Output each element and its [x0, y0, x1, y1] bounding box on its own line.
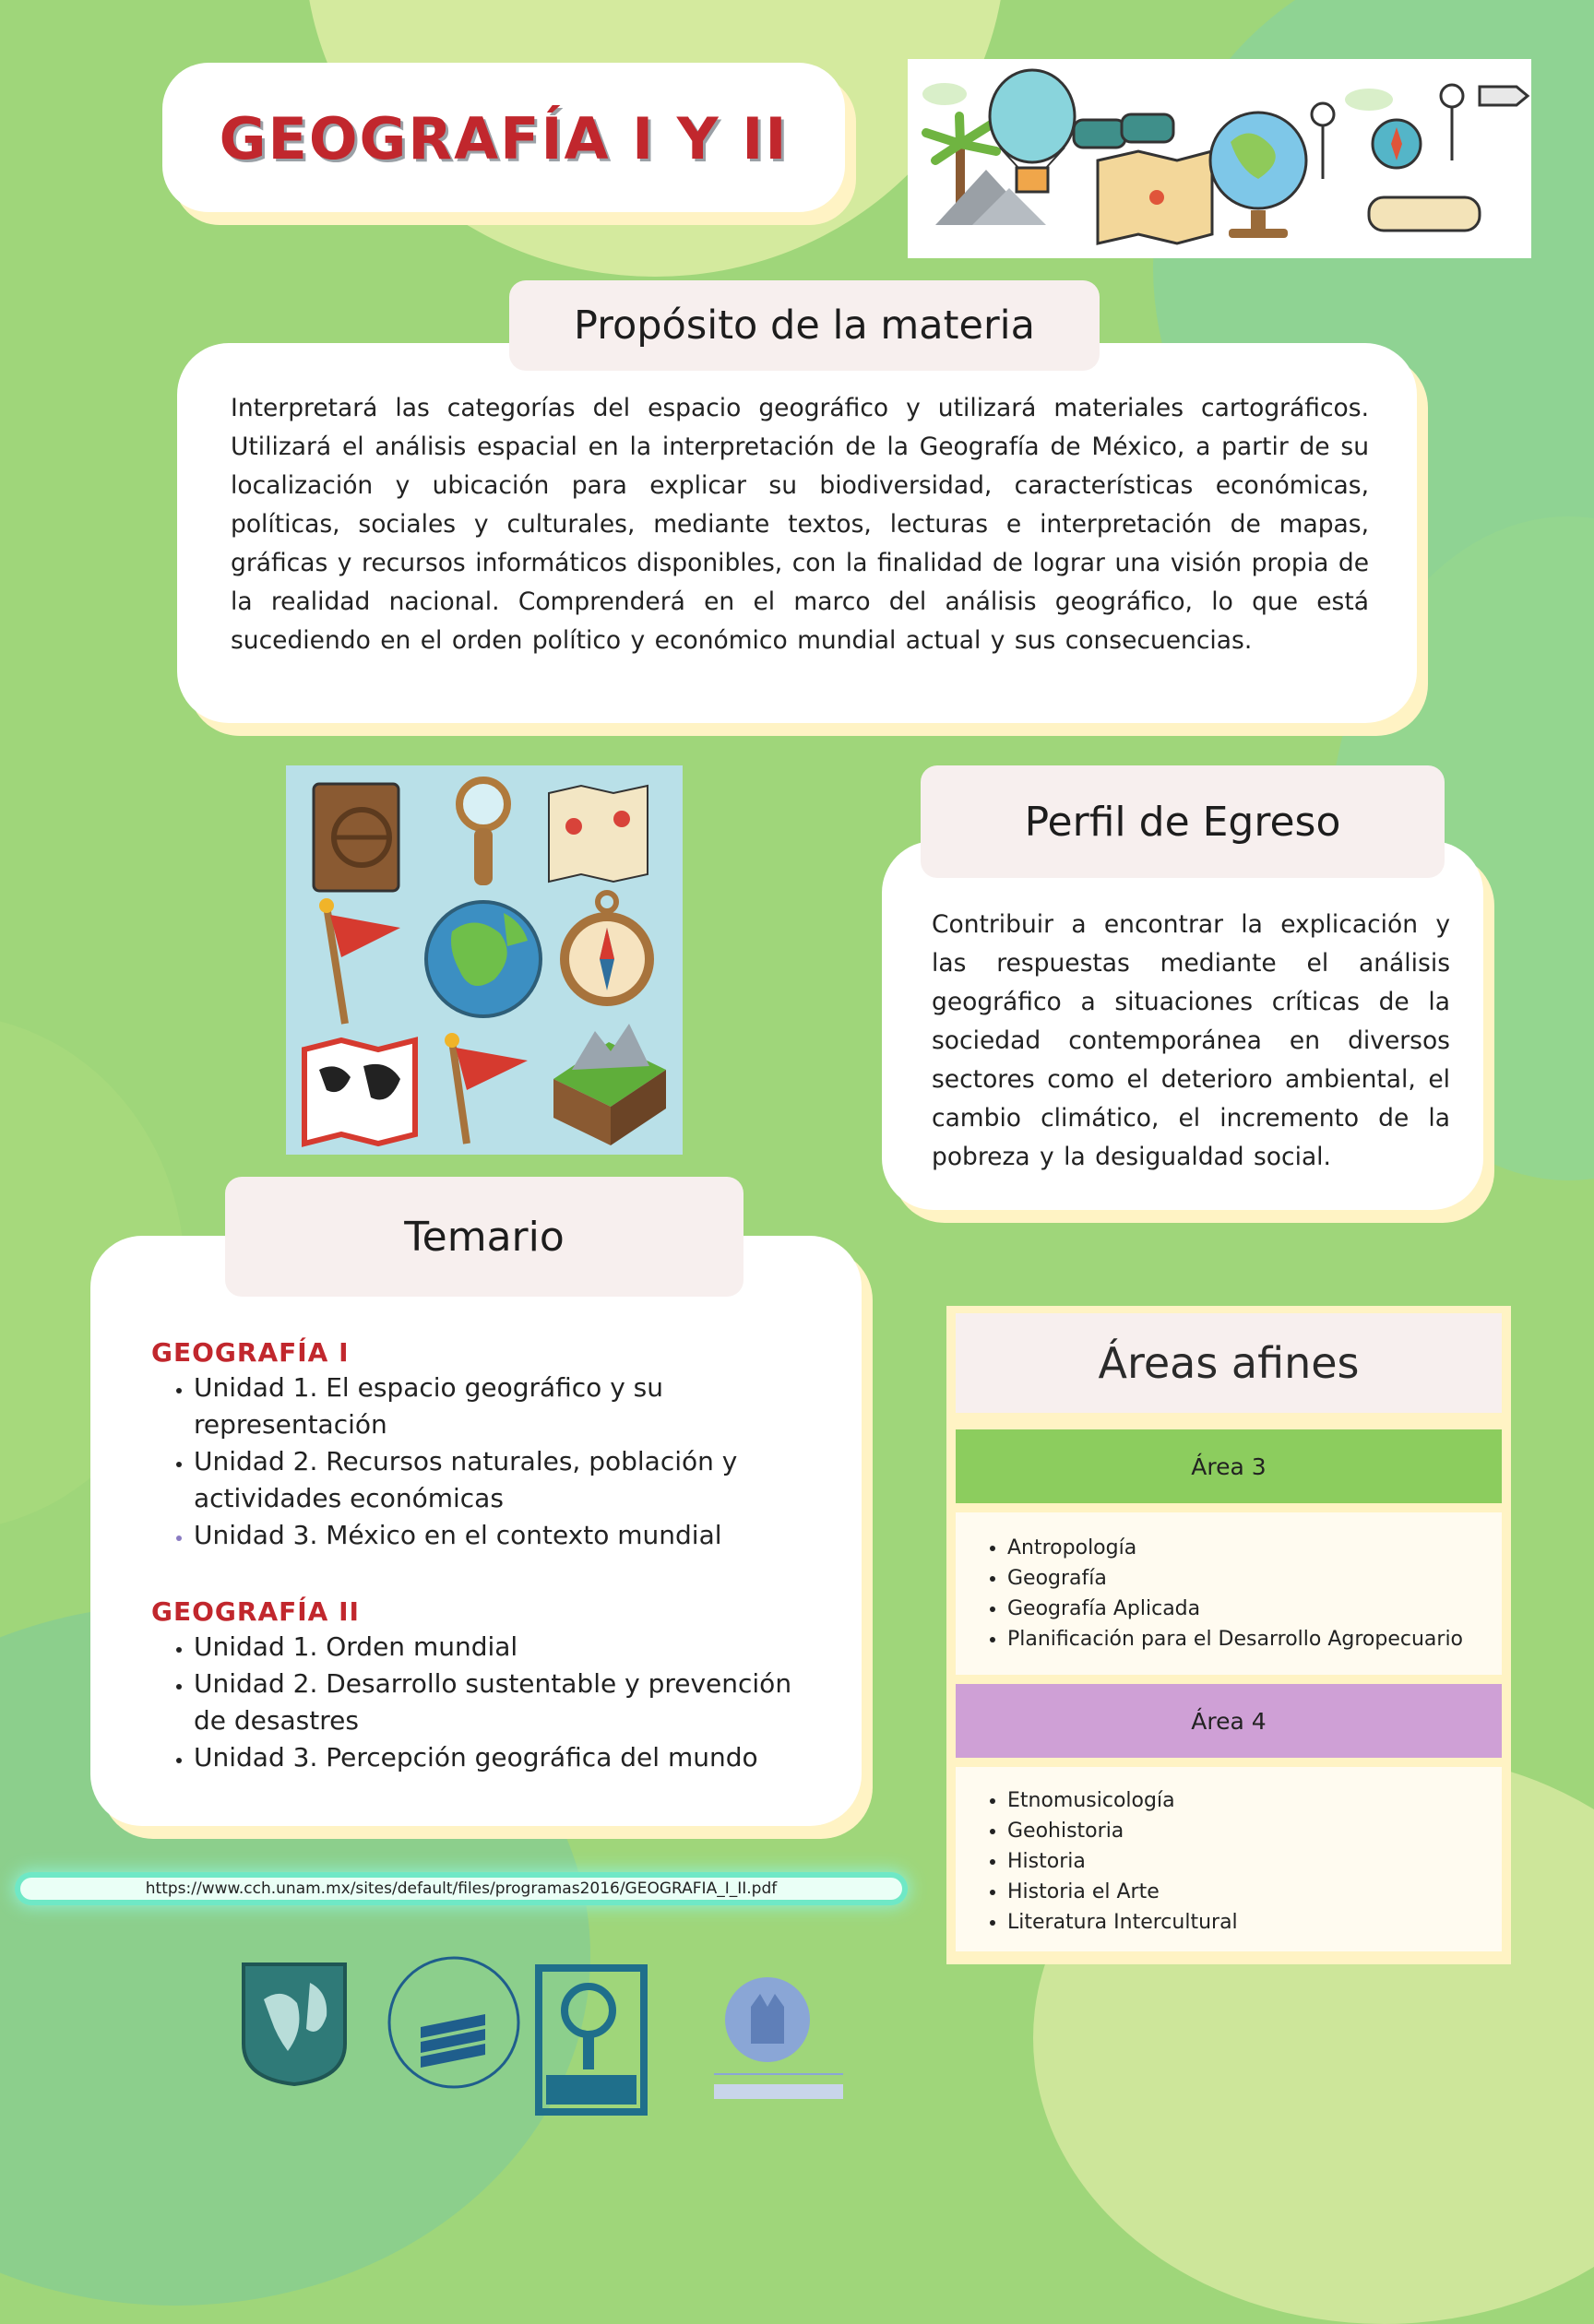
purpose-text: Interpretará las categorías del espacio geográfico y utilizará materiales cartográficos. Utilizará el análisis espacial en la interpretación de la Geografía de México, a partir de su localización y ubicación para explicar su biodiversidad, características económicas, políticas, sociales y culturales, mediante textos, lecturas e interpretación de mapas, gráficas y recursos informáticos disponibles, con la finalidad de lograr una visión propia de la realidad nacional. Comprenderá en el marco del análisis geográfico, lo que está sucediendo en el orden político y económico mundial actual y sus consecuencias. — [231, 394, 1369, 655]
program-link-bar[interactable] — [20, 1878, 902, 1900]
travel-illustration — [908, 59, 1531, 258]
red-flag-icon-2 — [445, 1033, 528, 1144]
list-item: • Unidad 2. Desarrollo sustentable y prevención de desastres — [194, 1666, 825, 1739]
cch-oriente-logo — [535, 1964, 648, 2116]
folded-map-icon — [549, 786, 648, 882]
related-areas-heading-label: Áreas afines — [1098, 1338, 1360, 1388]
section-title-geo2: GEOGRAFÍA II — [151, 1596, 360, 1627]
area-4-header — [956, 1684, 1502, 1758]
geography-icons-image — [286, 765, 683, 1155]
cch-colegio-logo — [384, 1953, 524, 2092]
red-flag-icon — [319, 898, 400, 1024]
syllabus-section-1 — [151, 1337, 825, 1554]
profile-text: Contribuir a encontrar la explicación y las respuestas mediante el análisis geográfico a situaciones críticas de la sociedad contemporánea en diversos sectores como el deterioro ambiental, el cambio climático, el incremento de la pobreza y la desigualdad social. — [932, 910, 1450, 1171]
list-item: • Etnomusicología — [1007, 1785, 1502, 1816]
profile-heading — [921, 765, 1445, 878]
purpose-card — [177, 343, 1417, 723]
list-item: • Unidad 2. Recursos naturales, población y actividades económicas — [194, 1443, 825, 1517]
list-item: • Unidad 3. Percepción geográfica del mundo — [194, 1739, 825, 1776]
syllabus-heading — [225, 1177, 743, 1297]
book-icon — [314, 784, 398, 891]
terrain-block-icon — [553, 1024, 666, 1145]
title-card — [162, 63, 845, 212]
section-title-geo1: GEOGRAFÍA I — [151, 1337, 350, 1368]
area-4-list-box — [956, 1767, 1502, 1951]
area-3-header — [956, 1429, 1502, 1503]
list-item: • Historia el Arte — [1007, 1877, 1502, 1907]
list-item: • Literatura Intercultural — [1007, 1907, 1502, 1938]
syllabus-card — [90, 1236, 862, 1826]
area-3-list-box — [956, 1512, 1502, 1675]
profile-heading-label: Perfil de Egreso — [1024, 798, 1341, 846]
purpose-heading — [509, 280, 1100, 371]
list-item: • Planificación para el Desarrollo Agropecuario — [1007, 1624, 1502, 1654]
area-3-label: Área 3 — [1191, 1452, 1267, 1480]
area-4-label: Área 4 — [1191, 1707, 1267, 1735]
related-areas-heading — [956, 1313, 1502, 1413]
area-4-list — [956, 1785, 1502, 1938]
area-3-list — [956, 1533, 1502, 1654]
list-item: • Geohistoria — [1007, 1816, 1502, 1846]
unam-seal — [236, 1955, 352, 2088]
list-item: • Unidad 3. México en el contexto mundial — [194, 1517, 825, 1554]
unit-list-geo1 — [151, 1370, 825, 1554]
profile-card — [882, 841, 1483, 1210]
syllabus-section-2 — [151, 1596, 825, 1776]
psicopedagogia-logo — [710, 1970, 849, 2106]
list-item: • Historia — [1007, 1846, 1502, 1877]
purpose-heading-label: Propósito de la materia — [574, 302, 1035, 349]
world-map-icon — [304, 1040, 415, 1144]
magnifier-icon — [459, 780, 507, 885]
page-title: GEOGRAFÍA I Y II — [219, 105, 789, 172]
list-item: • Unidad 1. Orden mundial — [194, 1629, 825, 1666]
list-item: • Geografía — [1007, 1563, 1502, 1594]
globe-icon — [426, 902, 541, 1016]
list-item: • Antropología — [1007, 1533, 1502, 1563]
related-areas-panel — [946, 1306, 1511, 1964]
syllabus-heading-label: Temario — [404, 1213, 565, 1261]
list-item: • Unidad 1. El espacio geográfico y su representación — [194, 1370, 825, 1443]
compass-icon — [565, 893, 649, 1002]
unit-list-geo2 — [151, 1629, 825, 1776]
syllabus-content — [151, 1337, 825, 1776]
program-link[interactable]: https://www.cch.unam.mx/sites/default/files/programas2016/GEOGRAFIA_I_II.pdf — [145, 1879, 778, 1898]
list-item: • Geografía Aplicada — [1007, 1594, 1502, 1624]
